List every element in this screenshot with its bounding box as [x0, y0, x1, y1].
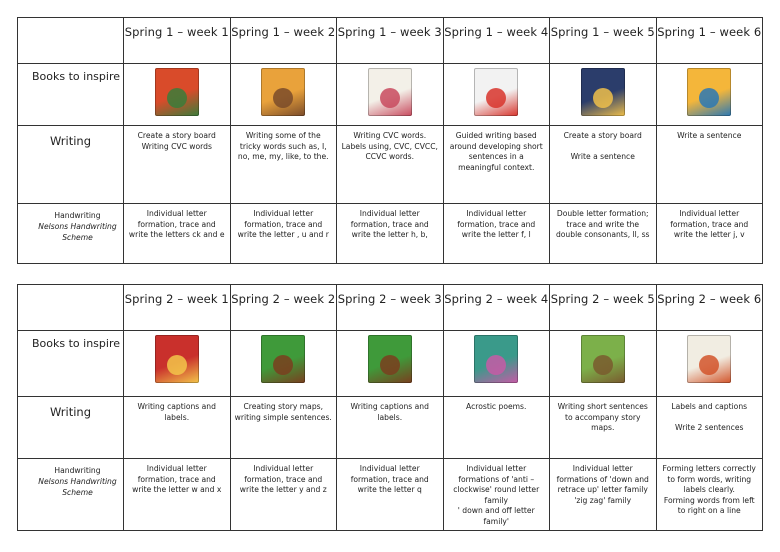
writing-cell: Create a story board Writing CVC words	[124, 126, 231, 204]
book-cover-icon	[261, 335, 305, 383]
books-row	[18, 331, 763, 397]
handwriting-scheme: Nelsons Handwriting Scheme	[38, 222, 117, 242]
book-cell	[124, 331, 231, 397]
handwriting-cell: Individual letter formation, trace and write the letter h, b,	[337, 204, 444, 264]
book-cover-icon	[261, 68, 305, 116]
book-cover-icon	[474, 335, 518, 383]
handwriting-label-cell	[18, 204, 124, 264]
handwriting-cell: Individual letter formation, trace and write the letter q	[337, 459, 444, 531]
writing-cell: Writing some of the tricky words such as, I, no, me, my, like, to the.	[230, 126, 337, 204]
book-illustration-icon	[593, 88, 613, 108]
week-header: Spring 2 – week 5	[550, 285, 657, 331]
spring2-planning-table	[17, 284, 763, 531]
writing-cell: Labels and captions Write 2 sentences	[656, 397, 763, 459]
handwriting-scheme: Nelsons Handwriting Scheme	[38, 477, 117, 497]
handwriting-cell: Individual letter formation, trace and write the letter y and z	[230, 459, 337, 531]
handwriting-row	[18, 204, 763, 264]
week-header: Spring 2 – week 6	[656, 285, 763, 331]
handwriting-label: Handwriting	[54, 211, 101, 220]
writing-cell: Writing short sentences to accompany story maps.	[550, 397, 657, 459]
week-header: Spring 1 – week 5	[550, 18, 657, 64]
handwriting-cell: Double letter formation; trace and write the double consonants, ll, ss	[550, 204, 657, 264]
week-header: Spring 2 – week 4	[443, 285, 550, 331]
header-row	[18, 285, 763, 331]
handwriting-cell: Individual letter formation, trace and write the letters ck and e	[124, 204, 231, 264]
book-cell	[656, 64, 763, 126]
book-cover-icon	[368, 68, 412, 116]
handwriting-cell: Individual letter formation, trace and write the letter w and x	[124, 459, 231, 531]
books-label: Books to inspire	[18, 64, 124, 126]
writing-row	[18, 397, 763, 459]
handwriting-cell: Individual letter formations of 'anti – clockwise' round letter family ' down and off letter family'	[443, 459, 550, 531]
book-illustration-icon	[486, 88, 506, 108]
books-label: Books to inspire	[18, 331, 124, 397]
book-illustration-icon	[699, 355, 719, 375]
handwriting-cell: Individual letter formation, trace and write the letter j, v	[656, 204, 763, 264]
writing-cell: Create a story board Write a sentence	[550, 126, 657, 204]
week-header: Spring 2 – week 1	[124, 285, 231, 331]
book-cell	[443, 64, 550, 126]
book-cell	[443, 331, 550, 397]
book-cover-icon	[581, 68, 625, 116]
writing-cell: Writing captions and labels.	[124, 397, 231, 459]
book-cell	[230, 64, 337, 126]
book-cell	[337, 64, 444, 126]
book-illustration-icon	[380, 355, 400, 375]
book-illustration-icon	[167, 88, 187, 108]
week-header: Spring 1 – week 2	[230, 18, 337, 64]
book-illustration-icon	[699, 88, 719, 108]
week-header: Spring 1 – week 4	[443, 18, 550, 64]
book-illustration-icon	[273, 355, 293, 375]
book-cell	[550, 331, 657, 397]
corner-cell	[18, 285, 124, 331]
handwriting-cell: Individual letter formations of 'down and retrace up' letter family 'zig zag' family	[550, 459, 657, 531]
week-header: Spring 2 – week 3	[337, 285, 444, 331]
book-cell	[230, 331, 337, 397]
week-header: Spring 2 – week 2	[230, 285, 337, 331]
writing-cell: Creating story maps, writing simple sentences.	[230, 397, 337, 459]
books-row	[18, 64, 763, 126]
book-cell	[337, 331, 444, 397]
book-illustration-icon	[273, 88, 293, 108]
writing-label: Writing	[18, 397, 124, 459]
writing-cell: Acrostic poems.	[443, 397, 550, 459]
handwriting-cell: Forming letters correctly to form words, writing labels clearly. Forming words from left to right on a line	[656, 459, 763, 531]
handwriting-row	[18, 459, 763, 531]
handwriting-label-cell	[18, 459, 124, 531]
week-header: Spring 1 – week 6	[656, 18, 763, 64]
handwriting-cell: Individual letter formation, trace and write the letter , u and r	[230, 204, 337, 264]
writing-cell: Writing CVC words. Labels using, CVC, CVCC, CCVC words.	[337, 126, 444, 204]
book-cover-icon	[687, 335, 731, 383]
book-cover-icon	[155, 68, 199, 116]
header-row	[18, 18, 763, 64]
writing-label: Writing	[18, 126, 124, 204]
book-illustration-icon	[486, 355, 506, 375]
book-cell	[124, 64, 231, 126]
writing-cell: Write a sentence	[656, 126, 763, 204]
book-illustration-icon	[380, 88, 400, 108]
spring1-planning-table	[17, 17, 763, 264]
corner-cell	[18, 18, 124, 64]
book-illustration-icon	[593, 355, 613, 375]
book-cell	[656, 331, 763, 397]
writing-cell: Guided writing based around developing short sentences in a meaningful context.	[443, 126, 550, 204]
handwriting-cell: Individual letter formation, trace and write the letter f, l	[443, 204, 550, 264]
writing-cell: Writing captions and labels.	[337, 397, 444, 459]
book-cell	[550, 64, 657, 126]
week-header: Spring 1 – week 1	[124, 18, 231, 64]
book-cover-icon	[581, 335, 625, 383]
writing-row	[18, 126, 763, 204]
book-cover-icon	[368, 335, 412, 383]
week-header: Spring 1 – week 3	[337, 18, 444, 64]
handwriting-label: Handwriting	[54, 466, 101, 475]
book-illustration-icon	[167, 355, 187, 375]
book-cover-icon	[155, 335, 199, 383]
book-cover-icon	[687, 68, 731, 116]
book-cover-icon	[474, 68, 518, 116]
